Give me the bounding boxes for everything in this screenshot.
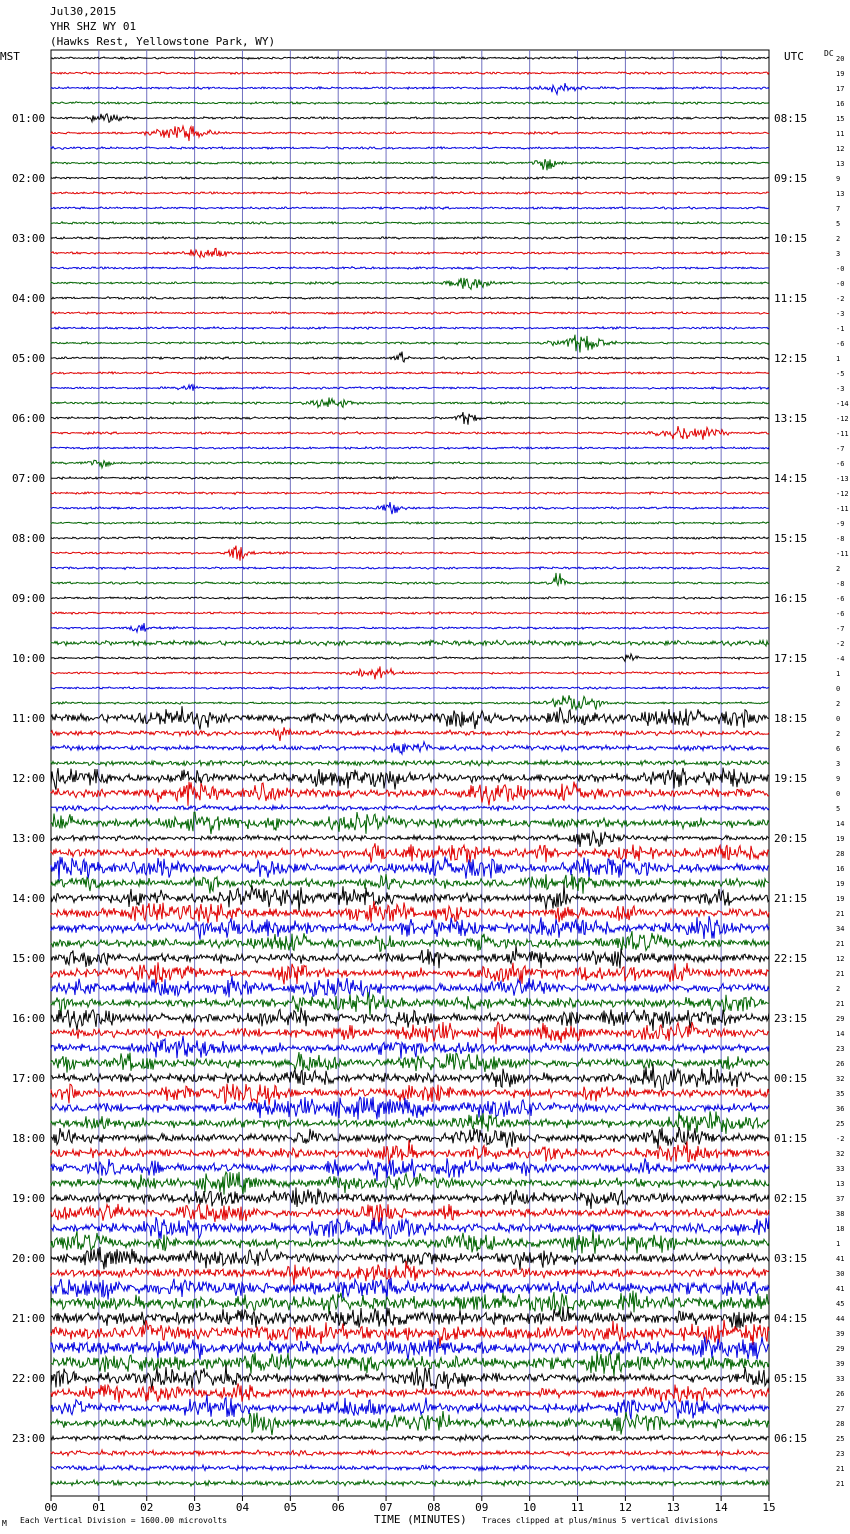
trace-line: [51, 1435, 769, 1441]
dc-offset-label: -0: [836, 265, 845, 273]
trace-line: [51, 706, 769, 729]
trace-line: [51, 1216, 769, 1239]
dc-offset-label: -4: [836, 655, 845, 663]
x-tick-label: 13: [666, 1501, 680, 1514]
trace-line: [51, 727, 769, 741]
right-hour-label: 01:15: [774, 1132, 808, 1145]
dc-offset-label: 26: [836, 1390, 845, 1398]
dc-offset-label: 35: [836, 1090, 845, 1098]
trace-line: [51, 352, 769, 362]
x-tick-label: 02: [140, 1501, 154, 1514]
trace-line: [51, 1261, 769, 1286]
dc-offset-label: 29: [836, 1345, 845, 1353]
dc-offset-label: 2: [836, 565, 841, 573]
right-hour-label: 09:15: [774, 172, 808, 185]
dc-offset-label: 21: [836, 910, 845, 918]
dc-offset-label: 23: [836, 1045, 845, 1053]
dc-offset-label: 7: [836, 205, 841, 213]
trace-line: [51, 207, 769, 210]
dc-offset-label: -3: [836, 385, 845, 393]
dc-offset-label: -1: [836, 325, 845, 333]
x-tick-label: 03: [187, 1501, 202, 1514]
dc-label: DC: [824, 49, 834, 58]
right-hour-label: 11:15: [774, 292, 808, 305]
right-hour-label: 16:15: [774, 592, 808, 605]
dc-offset-label: 33: [836, 1375, 845, 1383]
dc-offset-label: 41: [836, 1255, 845, 1263]
dc-offset-label: -8: [836, 580, 845, 588]
dc-offset-label: 0: [836, 685, 841, 693]
dc-offset-label: 2: [836, 985, 841, 993]
trace-line: [51, 159, 769, 170]
trace-line: [51, 640, 769, 646]
trace-line: [51, 612, 769, 615]
trace-line: [51, 492, 769, 495]
trace-line: [51, 1450, 769, 1456]
trace-line: [51, 812, 769, 834]
trace-line: [51, 1204, 769, 1226]
dc-offset-label: 6: [836, 745, 841, 753]
dc-offset-label: 19: [836, 895, 845, 903]
right-hour-label: 03:15: [774, 1252, 808, 1265]
trace-line: [51, 477, 769, 480]
trace-line: [51, 623, 769, 632]
left-hour-label: 21:00: [12, 1312, 46, 1325]
trace-line: [51, 567, 769, 570]
trace-line: [51, 1307, 769, 1329]
dc-offset-label: 37: [836, 1195, 845, 1203]
trace-line: [51, 874, 769, 894]
dc-offset-label: 32: [836, 1075, 845, 1083]
dc-offset-label: 28: [836, 850, 845, 858]
dc-offset-label: 23: [836, 1450, 845, 1458]
left-hour-label: 18:00: [12, 1132, 46, 1145]
trace-line: [51, 267, 769, 270]
trace-line: [51, 222, 769, 225]
trace-line: [51, 177, 769, 180]
right-hour-label: 04:15: [774, 1312, 808, 1325]
trace-line: [51, 901, 769, 923]
x-tick-label: 09: [475, 1501, 489, 1514]
x-tick-label: 06: [331, 1501, 345, 1514]
dc-offset-label: -11: [836, 430, 849, 438]
trace-line: [51, 1064, 769, 1090]
left-hour-label: 13:00: [12, 832, 46, 845]
trace-line: [51, 83, 769, 94]
left-axis-title: MST: [0, 50, 20, 63]
left-hour-label: 11:00: [12, 712, 46, 725]
trace-line: [51, 57, 769, 60]
dc-offset-label: 13: [836, 190, 845, 198]
dc-offset-label: 14: [836, 820, 845, 828]
right-hour-label: 13:15: [774, 412, 808, 425]
trace-line: [51, 1383, 769, 1402]
trace-line: [51, 805, 769, 811]
dc-offset-label: -12: [836, 490, 849, 498]
dc-offset-label: -3: [836, 310, 845, 318]
trace-line: [51, 885, 769, 912]
trace-line: [51, 147, 769, 150]
dc-offset-label: 21: [836, 940, 845, 948]
dc-offset-label: 41: [836, 1285, 845, 1293]
dc-offset-label: 32: [836, 1150, 845, 1158]
trace-line: [51, 385, 769, 391]
dc-offset-label: 27: [836, 1405, 845, 1413]
dc-offset-label: 19: [836, 835, 845, 843]
left-hour-label: 22:00: [12, 1372, 46, 1385]
trace-line: [51, 1127, 769, 1149]
left-hour-label: 14:00: [12, 892, 46, 905]
chart-title: YHR SHZ WY 01: [50, 20, 137, 33]
trace-line: [51, 1465, 769, 1471]
trace-line: [51, 1337, 769, 1360]
trace-line: [51, 742, 769, 754]
trace-line: [51, 126, 769, 141]
dc-offset-label: 2: [836, 700, 841, 708]
left-hour-label: 12:00: [12, 772, 46, 785]
trace-line: [51, 1365, 769, 1390]
trace-line: [51, 426, 769, 440]
left-hour-label: 16:00: [12, 1012, 46, 1025]
x-tick-label: 04: [235, 1501, 250, 1514]
chart-subtitle: (Hawks Rest, Yellowstone Park, WY): [50, 35, 276, 48]
trace-line: [51, 546, 769, 561]
trace-line: [51, 992, 769, 1016]
trace-line: [51, 460, 769, 468]
trace-line: [51, 768, 769, 790]
dc-offset-label: -7: [836, 625, 845, 633]
trace-line: [51, 297, 769, 300]
trace-line: [51, 327, 769, 330]
trace-line: [51, 1187, 769, 1209]
dc-offset-label: 20: [836, 55, 845, 63]
dc-offset-label: 26: [836, 1060, 845, 1068]
dc-offset-label: 13: [836, 160, 845, 168]
trace-line: [51, 278, 769, 289]
left-hour-label: 01:00: [12, 112, 46, 125]
dc-offset-label: 45: [836, 1300, 845, 1308]
dc-offset-label: -6: [836, 595, 845, 603]
dc-offset-label: 16: [836, 100, 845, 108]
trace-line: [51, 695, 769, 709]
right-axis-title: UTC: [784, 50, 804, 63]
trace-line: [51, 857, 769, 881]
dc-offset-label: -0: [836, 280, 845, 288]
left-hour-label: 06:00: [12, 412, 46, 425]
trace-line: [51, 447, 769, 449]
right-hour-label: 20:15: [774, 832, 808, 845]
dc-offset-label: 21: [836, 1480, 845, 1488]
right-hour-label: 17:15: [774, 652, 808, 665]
trace-line: [51, 522, 769, 524]
dc-offset-label: 18: [836, 1225, 845, 1233]
trace-line: [51, 1097, 769, 1120]
scale-note: Each Vertical Division = 1600.00 microvolts: [20, 1516, 228, 1525]
right-hour-label: 19:15: [774, 772, 808, 785]
dc-offset-label: 44: [836, 1315, 845, 1323]
trace-line: [51, 114, 769, 123]
left-hour-label: 05:00: [12, 352, 46, 365]
dc-offset-label: -14: [836, 400, 849, 408]
trace-line: [51, 237, 769, 240]
trace-line: [51, 412, 769, 425]
right-hour-label: 23:15: [774, 1012, 808, 1025]
left-hour-label: 15:00: [12, 952, 46, 965]
left-hour-label: 03:00: [12, 232, 46, 245]
left-hour-label: 04:00: [12, 292, 46, 305]
dc-offset-label: 3: [836, 760, 841, 768]
dc-offset-label: 25: [836, 1120, 845, 1128]
right-hour-label: 12:15: [774, 352, 808, 365]
dc-offset-label: 1: [836, 670, 841, 678]
dc-offset-label: 1: [836, 355, 841, 363]
left-hour-label: 17:00: [12, 1072, 46, 1085]
trace-line: [51, 192, 769, 195]
trace-line: [51, 1140, 769, 1164]
right-hour-label: 22:15: [774, 952, 808, 965]
right-hour-label: 02:15: [774, 1192, 808, 1205]
left-hour-label: 10:00: [12, 652, 46, 665]
left-hour-label: 19:00: [12, 1192, 46, 1205]
dc-offset-label: 30: [836, 1270, 845, 1278]
trace-line: [51, 1158, 769, 1181]
dc-offset-label: 9: [836, 775, 841, 783]
right-hour-label: 06:15: [774, 1432, 808, 1445]
x-tick-label: 11: [570, 1501, 585, 1514]
right-hour-label: 05:15: [774, 1372, 808, 1385]
dc-offset-label: -2: [836, 1135, 845, 1143]
trace-line: [51, 72, 769, 75]
trace-line: [51, 537, 769, 540]
dc-offset-label: 25: [836, 1435, 845, 1443]
dc-offset-label: 2: [836, 730, 841, 738]
x-axis-title: TIME (MINUTES): [374, 1513, 467, 1526]
right-hour-label: 08:15: [774, 112, 808, 125]
dc-offset-label: 2: [836, 235, 841, 243]
dc-offset-label: 21: [836, 970, 845, 978]
dc-offset-label: 36: [836, 1105, 845, 1113]
x-tick-label: 15: [762, 1501, 776, 1514]
chart-date: Jul30,2015: [50, 5, 117, 18]
dc-offset-label: -13: [836, 475, 849, 483]
x-tick-label: 12: [618, 1501, 633, 1514]
dc-offset-label: 15: [836, 115, 845, 123]
dc-offset-label: -2: [836, 295, 845, 303]
dc-offset-label: 39: [836, 1360, 845, 1368]
dc-offset-label: -11: [836, 505, 849, 513]
trace-line: [51, 962, 769, 986]
dc-offset-label: 12: [836, 955, 845, 963]
dc-offset-label: -6: [836, 610, 845, 618]
trace-line: [51, 976, 769, 997]
dc-offset-label: 14: [836, 1030, 845, 1038]
trace-line: [51, 335, 769, 353]
trace-line: [51, 398, 769, 408]
left-hour-label: 09:00: [12, 592, 46, 605]
dc-offset-label: 39: [836, 1330, 845, 1338]
trace-line: [51, 654, 769, 662]
right-hour-label: 00:15: [774, 1072, 808, 1085]
dc-offset-label: -2: [836, 640, 845, 648]
trace-line: [51, 1247, 769, 1270]
right-hour-label: 14:15: [774, 472, 808, 485]
x-tick-label: 07: [379, 1501, 393, 1514]
x-tick-label: 00: [44, 1501, 58, 1514]
dc-offset-label: 34: [836, 925, 845, 933]
trace-line: [51, 1052, 769, 1073]
right-hour-label: 10:15: [774, 232, 808, 245]
dc-offset-label: -9: [836, 520, 845, 528]
trace-line: [51, 1278, 769, 1300]
dc-offset-label: 29: [836, 1015, 845, 1023]
dc-offset-label: 17: [836, 85, 845, 93]
dc-offset-label: 28: [836, 1420, 845, 1428]
trace-line: [51, 760, 769, 766]
trace-line: [51, 597, 769, 600]
x-tick-label: 01: [92, 1501, 106, 1514]
dc-offset-label: -7: [836, 445, 845, 453]
x-tick-label: 14: [714, 1501, 728, 1514]
dc-offset-label: 33: [836, 1165, 845, 1173]
trace-line: [51, 1172, 769, 1195]
dc-offset-label: 21: [836, 1465, 845, 1473]
x-tick-label: 10: [523, 1501, 537, 1514]
dc-offset-label: -8: [836, 535, 845, 543]
trace-line: [51, 502, 769, 514]
trace-line: [51, 1480, 769, 1486]
dc-offset-label: 5: [836, 805, 841, 813]
dc-offset-label: 13: [836, 1180, 845, 1188]
right-hour-label: 15:15: [774, 532, 808, 545]
dc-offset-label: 19: [836, 70, 845, 78]
trace-line: [51, 831, 769, 847]
dc-offset-label: -5: [836, 370, 845, 378]
corner-mark: M: [2, 1519, 7, 1528]
right-hour-label: 18:15: [774, 712, 808, 725]
dc-offset-label: 21: [836, 1000, 845, 1008]
trace-line: [51, 687, 769, 690]
trace-line: [51, 372, 769, 374]
x-tick-label: 08: [427, 1501, 441, 1514]
trace-line: [51, 666, 769, 679]
trace-line: [51, 782, 769, 806]
trace-line: [51, 1411, 769, 1435]
trace-line: [51, 1022, 769, 1044]
clip-note: Traces clipped at plus/minus 5 vertical divisions: [482, 1516, 719, 1525]
dc-offset-label: -6: [836, 460, 845, 468]
dc-offset-label: 3: [836, 250, 841, 258]
x-tick-label: 05: [283, 1501, 297, 1514]
dc-offset-label: -6: [836, 340, 845, 348]
dc-offset-label: 0: [836, 715, 841, 723]
left-hour-label: 08:00: [12, 532, 46, 545]
dc-offset-label: 1: [836, 1240, 841, 1248]
trace-line: [51, 312, 769, 315]
left-hour-label: 07:00: [12, 472, 46, 485]
dc-offset-label: 19: [836, 880, 845, 888]
dc-offset-label: 12: [836, 145, 845, 153]
right-hour-label: 21:15: [774, 892, 808, 905]
dc-offset-label: 16: [836, 865, 845, 873]
trace-line: [51, 248, 769, 257]
dc-offset-label: 5: [836, 220, 841, 228]
trace-line: [51, 931, 769, 951]
trace-line: [51, 573, 769, 585]
left-hour-label: 02:00: [12, 172, 46, 185]
left-hour-label: 20:00: [12, 1252, 46, 1265]
dc-offset-label: 9: [836, 175, 841, 183]
dc-offset-label: 0: [836, 790, 841, 798]
trace-line: [51, 102, 769, 105]
dc-offset-label: 11: [836, 130, 845, 138]
dc-offset-label: -11: [836, 550, 849, 558]
left-hour-label: 23:00: [12, 1432, 46, 1445]
dc-offset-label: 38: [836, 1210, 845, 1218]
dc-offset-label: -12: [836, 415, 849, 423]
